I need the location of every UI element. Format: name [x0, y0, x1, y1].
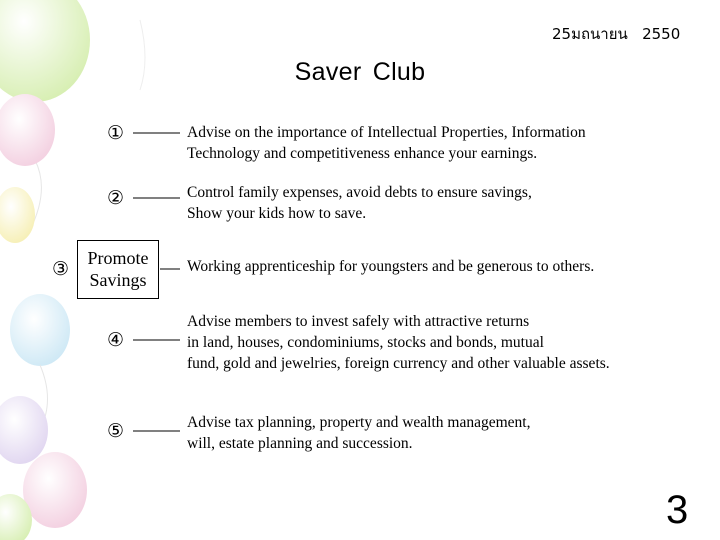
marker-3: ③ [52, 258, 70, 280]
item-4-line-1: Advise members to invest safely with attractive returns [187, 313, 530, 330]
item-4-description [187, 311, 610, 374]
marker-4: ④ [107, 329, 125, 351]
promote-line-1: Promote [87, 248, 149, 268]
item-2-line-2: Show your kids how to save. [187, 205, 367, 222]
page-number: 3 [666, 488, 689, 532]
marker-2: ② [107, 187, 125, 209]
item-4-line-2: in land, houses, condominiums, stocks and bonds, mutual [187, 334, 544, 351]
slide-title: Saver Club [294, 58, 426, 86]
promote-savings-box [77, 240, 159, 299]
item-1-description [187, 122, 586, 164]
item-2-description [187, 182, 532, 224]
slide-date: 25มถนายน 2550 [552, 25, 681, 43]
marker-1: ① [107, 122, 125, 144]
item-1-line-1: Advise on the importance of Intellectual Properties, Information [187, 124, 586, 141]
item-5-line-2: will, estate planning and succession. [187, 435, 413, 452]
item-3-description [187, 256, 594, 277]
item-4-line-3: fund, gold and jewelries, foreign currency and other valuable assets. [187, 355, 610, 372]
marker-5: ⑤ [107, 420, 125, 442]
item-2-line-1: Control family expenses, avoid debts to ensure savings, [187, 184, 532, 201]
item-5-description [187, 412, 530, 454]
item-5-line-1: Advise tax planning, property and wealth management, [187, 414, 531, 431]
item-3-line-1: Working apprenticeship for youngsters and be generous to others. [187, 258, 595, 275]
promote-line-2: Savings [89, 270, 147, 290]
item-1-line-2: Technology and competitiveness enhance your earnings. [187, 145, 538, 162]
